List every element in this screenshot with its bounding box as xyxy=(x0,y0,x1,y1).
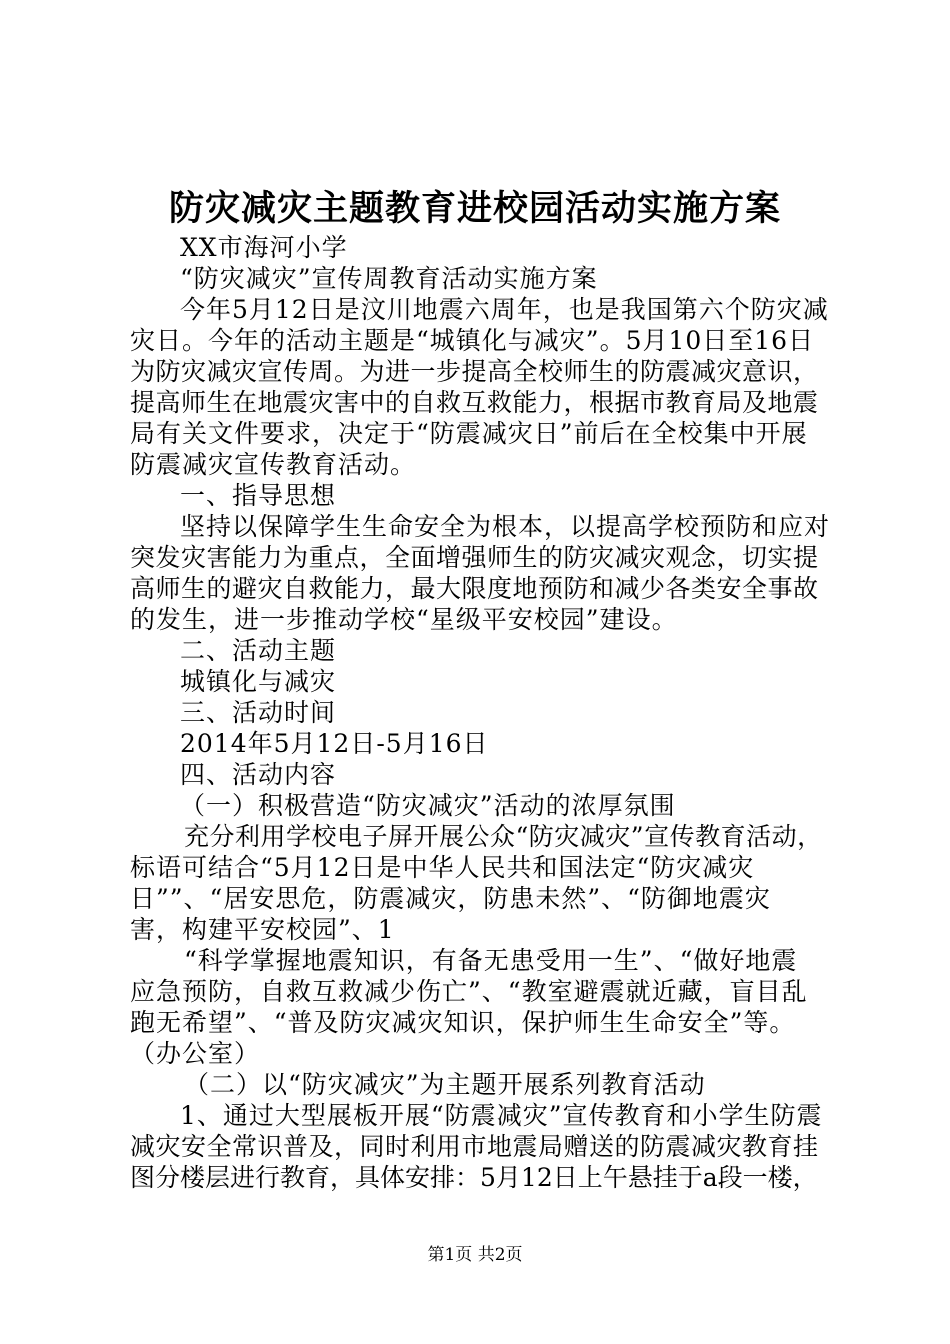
document-body xyxy=(130,232,830,1193)
page-footer: 第1页 共2页 xyxy=(427,1245,523,1265)
text-line: 局有关文件要求，决定于“防震减灾日”前后在全校集中开展 xyxy=(130,419,808,448)
text-line: 图分楼层进行教育，具体安排：5月12日上午悬挂于a段一楼， xyxy=(130,1163,818,1192)
text-line: XX市海河小学 xyxy=(180,233,348,262)
text-line: 减灾安全常识普及，同时利用市地震局赠送的防震减灾教育挂 xyxy=(130,1132,819,1161)
text-line: 为防灾减灾宣传周。为进一步提高全校师生的防震减灾意识， xyxy=(130,357,819,386)
section-heading: 四、活动内容 xyxy=(180,760,337,789)
text-line: 坚持以保障学生生命安全为根本，以提高学校预防和应对 xyxy=(180,512,831,541)
text-line: 充分利用学校电子屏开展公众“防灾减灾”宣传教育活动， xyxy=(184,822,823,851)
section-heading: 二、活动主题 xyxy=(180,636,337,665)
text-line: （办公室） xyxy=(130,1039,261,1068)
text-line: 2014年5月12日-5月16日 xyxy=(180,729,489,758)
text-line: 高师生的避灾自救能力，最大限度地预防和减少各类安全事故 xyxy=(130,574,819,603)
subsection-heading: （一）积极营造“防灾减灾”活动的浓厚氛围 xyxy=(180,791,676,820)
text-line: 防震减灾宣传教育活动。 xyxy=(130,450,417,479)
document-title: 防灾减灾主题教育进校园活动实施方案 xyxy=(168,188,781,229)
text-line: 应急预防，自救互救减少伤亡”、“教室避震就近藏，盲目乱 xyxy=(130,977,808,1006)
text-line: 日””、“居安思危，防震减灾，防患未然”、“防御地震灾 xyxy=(130,884,771,913)
text-line: 今年5月12日是汶川地震六周年，也是我国第六个防灾减 xyxy=(180,295,829,324)
section-heading: 三、活动时间 xyxy=(180,698,337,727)
text-line: 1、通过大型展板开展“防震减灾”宣传教育和小学生防震 xyxy=(180,1101,823,1130)
text-line: 标语可结合“5月12日是中华人民共和国法定“防灾减灾 xyxy=(130,853,755,882)
text-line: “科学掌握地震知识，有备无患受用一生”、“做好地震 xyxy=(184,946,798,975)
subsection-heading: （二）以“防灾减灾”为主题开展系列教育活动 xyxy=(184,1070,706,1099)
text-line: 灾日。今年的活动主题是“城镇化与减灾”。5月10日至16日 xyxy=(130,326,815,355)
text-line: 突发灾害能力为重点，全面增强师生的防灾减灾观念，切实提 xyxy=(130,543,819,572)
text-line: “防灾减灾”宣传周教育活动实施方案 xyxy=(180,264,598,293)
text-line: 害，构建平安校园”、1 xyxy=(130,915,395,944)
text-line: 跑无希望”、“普及防灾减灾知识，保护师生生命安全”等。 xyxy=(130,1008,796,1037)
text-line: 提高师生在地震灾害中的自救互救能力，根据市教育局及地震 xyxy=(130,388,819,417)
section-heading: 一、指导思想 xyxy=(180,481,337,510)
text-line: 的发生，进一步推动学校“星级平安校园”建设。 xyxy=(130,605,678,634)
text-line: 城镇化与减灾 xyxy=(180,667,337,696)
